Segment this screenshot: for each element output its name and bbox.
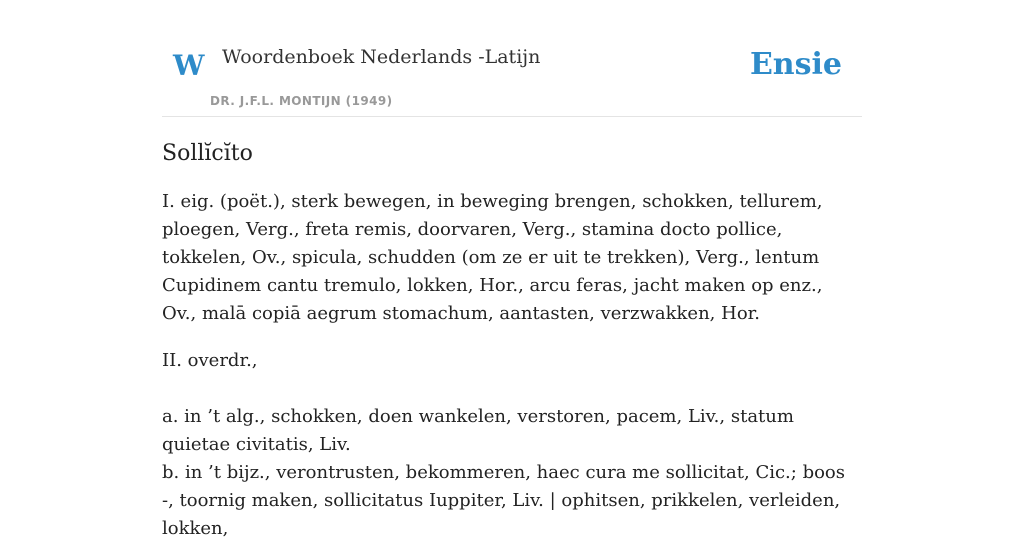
- definition-sense-1: I. eig. (poët.), sterk bewegen, in beweging brengen, schokken, tellurem, ploegen, Verg., freta remis, doorvaren, Verg., stamina docto pollice, tokkelen, Ov., spicula, schudden (om ze er uit te trekken), Verg., lentum Cupidinem cantu tremulo, lokken, Hor., arcu feras, jacht maken op enz., Ov., malā copiā aegrum stomachum, aantasten, verzwakken, Hor.: [162, 191, 823, 324]
- dictionary-header: [162, 0, 862, 117]
- dictionary-title[interactable]: Woordenboek Nederlands -Latijn: [222, 46, 541, 68]
- entry-card: [162, 0, 862, 543]
- definition-sub-b: b. in ’t bijz., verontrusten, bekommeren, haec cura me sollicitat, Cic.; boos -, toornig maken, sollicitatus Iuppiter, Liv. | ophitsen, prikkelen, verleiden, lokken,: [162, 462, 845, 539]
- dictionary-logo-icon[interactable]: W: [173, 49, 205, 82]
- definition-sub-a: a. in ’t alg., schokken, doen wankelen, verstoren, pacem, Liv., statum quietae civitatis, Liv.: [162, 406, 794, 455]
- definition-sense-2: II. overdr.,: [162, 350, 258, 371]
- ensie-logo[interactable]: Ensie: [749, 47, 842, 82]
- dictionary-author: DR. J.F.L. MONTIJN (1949): [210, 94, 393, 108]
- page-title: Sollĭcĭto: [162, 141, 253, 166]
